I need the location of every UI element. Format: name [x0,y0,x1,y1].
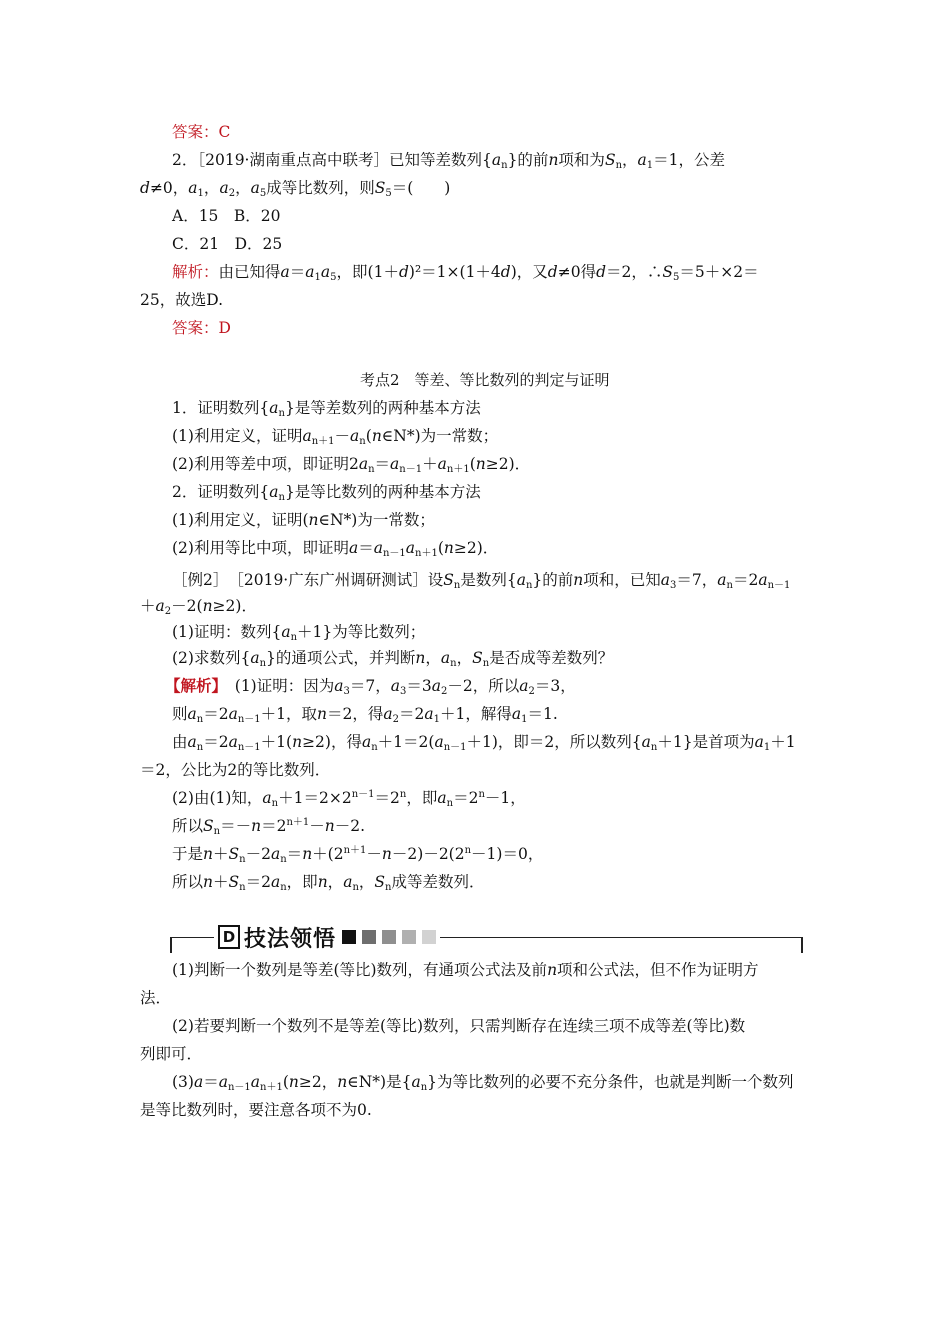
section-title: 考点2 等差、等比数列的判定与证明 [360,371,610,389]
method-1-title: 1．证明数列$\{a_n\}$是等差数列的两种基本方法 [172,399,481,419]
q2-solution-cont: 25，故选D. [140,291,224,309]
decor-square [402,930,416,944]
decor-square [382,930,396,944]
example-q1: (1)证明：数列$\{a_n+1\}$为等比数列； [172,623,426,643]
q2-line2: d≠0，$a_1$，$a_2$，$a_5$成等比数列，则$S_5=$( ) [140,179,451,199]
example-line2: $+a_2-2(n\ge 2)$． [140,597,257,617]
decor-square [362,930,376,944]
q2-solution: 解析：由已知得$a=a_1a_5$，即(1＋d)²＝1×(1＋4d)，又d≠0得d＝2，$\therefore S_5=5+\times 2=$ [172,263,759,283]
tip-3: $(3)a=a_{n-1}a_{n+1}(n\ge 2$，n∈N*)是$\{a_n\}$为等比数列的必要不充分条件，也就是判断一个数列 [172,1073,794,1093]
tip-1-cont: 法． [140,989,172,1007]
method-2-item-1: (1)利用定义，证明(n∈N*)为一常数； [172,511,435,529]
example-solution-7: 于是$n+S_n-2a_n=n+(2^{n+1}-n-2)-2(2^n-1)=0$， [172,845,544,865]
method-1-item-2: (2)利用等差中项，即证明$2a_n=a_{n-1}+a_{n+1}(n\ge 2)$． [172,455,531,475]
decor-square [342,930,356,944]
banner-rule-right-cap [801,937,803,953]
example-solution-5: (2)由(1)知，$a_n+1=2\times 2^{n-1}=2^n$，即$a_n=2^n-1$， [172,789,526,809]
example-solution-3: 由$a_n=2a_{n-1}+1(n\ge 2)$，得$a_n+1=2(a_{n-1}+1)$，即＝2，所以数列$\{a_n+1\}$是首项为$a_1+1$ [172,733,796,753]
example-solution-1: 【解析】 (1)证明：因为$a_3=7$，$a_3=3a_2-2$，所以$a_2=3$， [165,676,576,697]
example-solution-4: ＝2，公比为2的等比数列． [140,761,331,779]
tip-2-cont: 列即可． [140,1045,203,1063]
example-line1: ［例2］ ［2019·广东广州调研测试］设$S_n$是数列$\{a_n\}$的前n项和，已知$a_3=7$，$a_n=2a_{n-1}$ [172,571,791,591]
method-1-item-1: (1)利用定义，证明$a_{n+1}-a_n(n\in N*)$为一常数； [172,427,499,447]
example-solution-8: 所以$n+S_n=2a_n$，即n，$a_n$，$S_n$成等差数列． [172,873,485,893]
tip-icon: D [218,925,240,949]
techniques-banner [214,922,440,952]
method-2-item-2: (2)利用等比中项，即证明$a=a_{n-1}a_{n+1}(n\ge 2)$． [172,539,499,559]
q2-options-cd: C．21 D．25 [172,235,283,253]
example-solution-2: 则$a_n=2a_{n-1}+1$，取n＝2，得$a_2=2a_1+1$，解得$a_1=1$. [172,705,558,725]
tip-1: (1)判断一个数列是等差(等比)数列，有通项公式法及前n项和公式法，但不作为证明方 [172,961,759,979]
example-q2: (2)求数列$\{a_n\}$的通项公式，并判断n，$a_n$，$S_n$是否成等差数列？ [172,649,614,669]
tip-3-cont: 是等比数列时，要注意各项不为0. [140,1101,372,1119]
q2-options-ab: A．15 B．20 [172,207,281,225]
banner-title: 技法领悟 [244,926,337,952]
method-2-title: 2．证明数列$\{a_n\}$是等比数列的两种基本方法 [172,483,481,503]
decor-square [422,930,436,944]
q2-answer: 答案：D [172,319,231,337]
example-solution-6: 所以$S_n=-n=2^{n+1}-n-2$. [172,817,366,837]
q2-line1: 2．［2019·湖南重点高中联考］已知等差数列$\{a_n\}$的前n项和为$S_n$，$a_1=1$，公差 [172,151,726,171]
q1-answer: 答案：C [172,123,231,141]
banner-rule-left-cap [170,937,172,953]
tip-2: (2)若要判断一个数列不是等差(等比)数列，只需判断存在连续三项不成等差(等比)数 [172,1017,746,1035]
